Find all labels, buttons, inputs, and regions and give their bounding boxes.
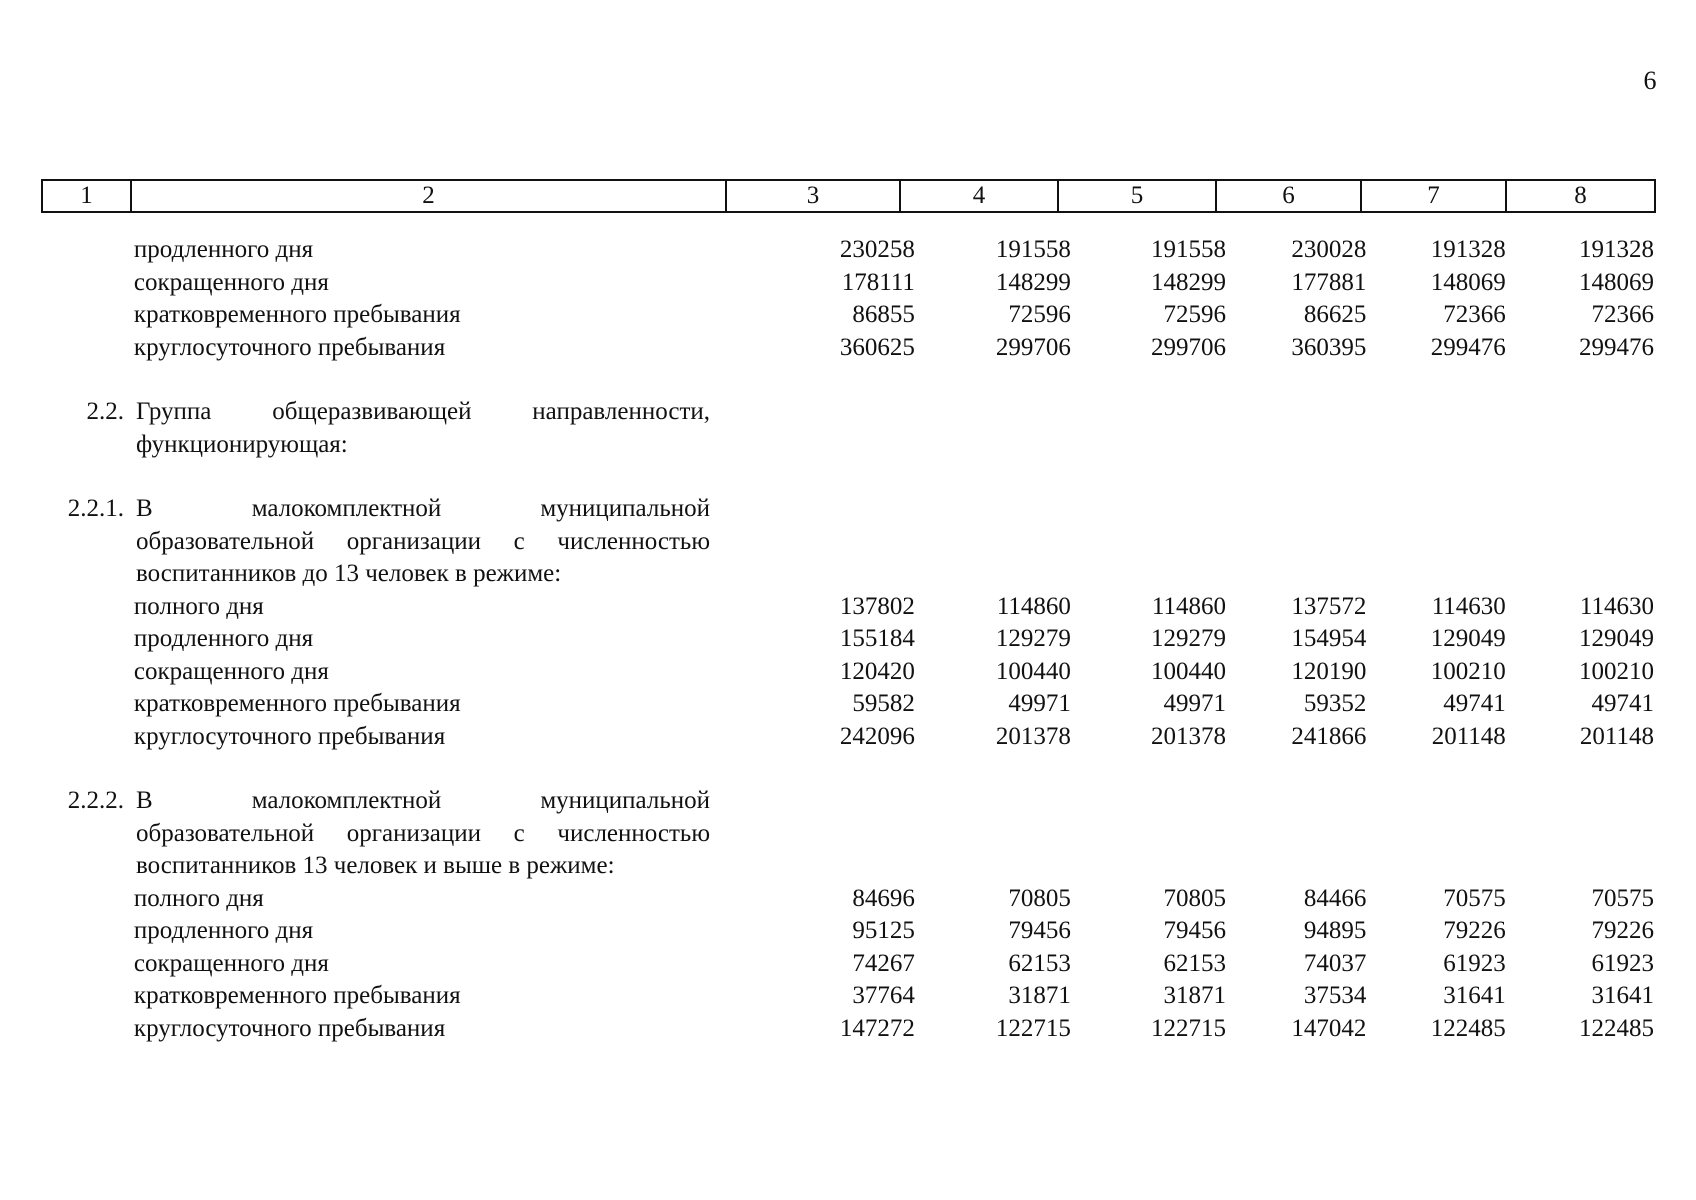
section-title-line: образовательной организации с численностью [136, 527, 710, 555]
row-value-col-5: 299706 [1150, 333, 1226, 361]
row-value-col-5: 49971 [1163, 690, 1226, 717]
column-header-row [42, 180, 1655, 212]
row-value-col-7: 148069 [1430, 268, 1506, 296]
table-row [41, 1013, 1654, 1046]
section-2-2-2-rows [41, 883, 1654, 1046]
row-value-col-3: 242096 [839, 722, 915, 750]
row-label: кратковременного пребывания [133, 982, 461, 1009]
row-value-col-8: 70575 [1591, 884, 1654, 912]
row-value-col-8: 114630 [1579, 592, 1654, 620]
row-value-col-5: 191558 [1150, 236, 1226, 263]
row-value-col-4: 191558 [995, 236, 1071, 263]
row-value-col-3: 230258 [839, 236, 915, 263]
row-label: продленного дня [133, 236, 314, 263]
column-header-3: 3 [726, 180, 900, 212]
section-title-line: В малокомплектной муниципальной [136, 787, 710, 814]
row-value-col-4: 100440 [995, 657, 1071, 685]
row-value-col-6: 86625 [1303, 301, 1367, 328]
table-row [41, 656, 1654, 689]
row-value-col-6: 154954 [1291, 625, 1367, 652]
tariff-table-body [41, 234, 1654, 1045]
table-row [41, 234, 1654, 267]
table-row [41, 721, 1654, 754]
section-title [130, 396, 710, 461]
row-value-col-7: 114630 [1431, 592, 1506, 620]
section-title-line: воспитанников 13 человек и выше в режиме: [136, 852, 615, 879]
row-label: круглосуточного пребывания [133, 722, 446, 750]
table-row [41, 915, 1654, 948]
column-header-4: 4 [900, 180, 1058, 212]
row-label: круглосуточного пребывания [133, 333, 446, 361]
row-value-col-5: 114860 [1151, 592, 1226, 620]
row-value-col-4: 122715 [995, 1014, 1071, 1042]
row-value-col-5: 31871 [1163, 982, 1226, 1009]
column-header-6: 6 [1216, 180, 1361, 212]
row-label: продленного дня [133, 625, 314, 652]
row-value-col-5: 129279 [1150, 625, 1226, 652]
section-title-line: образовательной организации с численностью [136, 819, 710, 847]
column-header-8: 8 [1506, 180, 1655, 212]
section-title-line: функционирующая: [136, 430, 348, 458]
row-value-col-5: 122715 [1150, 1014, 1226, 1042]
row-value-col-4: 79456 [1008, 917, 1071, 944]
row-label: сокращенного дня [133, 657, 329, 685]
row-value-col-6: 241866 [1291, 722, 1367, 750]
row-label: продленного дня [133, 917, 314, 944]
row-label: кратковременного пребывания [133, 690, 461, 717]
row-value-col-6: 59352 [1303, 690, 1367, 717]
continued-rows-block [41, 234, 1654, 364]
row-value-col-6: 360395 [1291, 333, 1367, 361]
row-value-col-4: 70805 [1008, 884, 1071, 912]
table-row [41, 623, 1654, 656]
row-value-col-6: 37534 [1303, 982, 1367, 1009]
row-value-col-4: 49971 [1008, 690, 1071, 717]
row-value-col-7: 49741 [1443, 690, 1506, 717]
row-value-col-6: 177881 [1291, 268, 1367, 296]
row-value-col-8: 61923 [1591, 949, 1654, 977]
row-value-col-7: 61923 [1443, 949, 1506, 977]
row-value-col-5: 148299 [1150, 268, 1226, 296]
table-row [41, 332, 1654, 365]
table-row [41, 299, 1654, 332]
page-number: 6 [1643, 66, 1657, 95]
row-value-col-8: 79226 [1591, 917, 1654, 944]
row-value-col-8: 31641 [1591, 982, 1654, 1009]
row-value-col-3: 120420 [839, 657, 915, 685]
column-header-5: 5 [1058, 180, 1216, 212]
row-value-col-5: 201378 [1150, 722, 1226, 750]
table-row [41, 267, 1654, 300]
row-value-col-6: 84466 [1303, 884, 1367, 912]
row-value-col-4: 299706 [995, 333, 1071, 361]
table-row [41, 980, 1654, 1013]
row-value-col-7: 129049 [1430, 625, 1506, 652]
table-row [41, 591, 1654, 624]
column-header-7: 7 [1361, 180, 1506, 212]
row-label: полного дня [133, 592, 264, 620]
row-value-col-7: 191328 [1430, 236, 1506, 263]
row-value-col-7: 299476 [1430, 333, 1506, 361]
row-value-col-8: 100210 [1578, 657, 1654, 685]
row-value-col-7: 201148 [1431, 722, 1506, 750]
section-title-line: В малокомплектной муниципальной [136, 495, 710, 522]
row-value-col-8: 201148 [1579, 722, 1654, 750]
section-title-line: воспитанников до 13 человек в режиме: [136, 560, 562, 587]
row-value-col-5: 70805 [1163, 884, 1226, 912]
row-value-col-5: 79456 [1163, 917, 1226, 944]
table-row [41, 688, 1654, 721]
row-value-col-5: 72596 [1163, 301, 1226, 328]
row-value-col-4: 72596 [1008, 301, 1071, 328]
row-value-col-8: 122485 [1578, 1014, 1654, 1042]
section-title-line: Группа общеразвивающей направленности, [136, 398, 710, 425]
row-value-col-4: 201378 [995, 722, 1071, 750]
row-value-col-3: 59582 [852, 690, 915, 717]
row-value-col-7: 72366 [1443, 301, 1506, 328]
row-value-col-8: 191328 [1578, 236, 1654, 263]
row-value-col-6: 74037 [1303, 949, 1367, 977]
column-header-1: 1 [42, 180, 131, 212]
row-value-col-3: 84696 [852, 884, 915, 912]
row-value-col-6: 147042 [1291, 1014, 1367, 1042]
row-value-col-8: 129049 [1578, 625, 1654, 652]
section-title [130, 785, 710, 883]
row-value-col-4: 148299 [995, 268, 1071, 296]
section-heading-2-2 [41, 396, 1654, 461]
section-title [130, 493, 710, 591]
row-value-col-4: 129279 [995, 625, 1071, 652]
section-number: 2.2.2. [67, 787, 124, 814]
row-value-col-3: 37764 [852, 982, 915, 1009]
row-value-col-4: 114860 [996, 592, 1071, 620]
section-heading-2-2-1 [41, 493, 1654, 591]
row-value-col-6: 137572 [1291, 592, 1367, 620]
row-value-col-7: 79226 [1443, 917, 1506, 944]
row-value-col-8: 72366 [1591, 301, 1654, 328]
section-2-2-1-rows [41, 591, 1654, 754]
row-value-col-8: 148069 [1578, 268, 1654, 296]
row-label: полного дня [133, 884, 264, 912]
row-value-col-6: 94895 [1303, 917, 1367, 944]
column-header-table [41, 179, 1656, 213]
row-value-col-3: 178111 [841, 268, 915, 296]
row-value-col-3: 360625 [839, 333, 915, 361]
row-value-col-3: 155184 [839, 625, 915, 652]
section-number: 2.2. [86, 398, 124, 425]
row-value-col-3: 74267 [852, 949, 915, 977]
row-label: кратковременного пребывания [133, 301, 461, 328]
row-value-col-7: 122485 [1430, 1014, 1506, 1042]
row-value-col-3: 86855 [852, 301, 915, 328]
row-value-col-7: 70575 [1443, 884, 1506, 912]
row-value-col-3: 147272 [839, 1014, 915, 1042]
row-value-col-3: 95125 [852, 917, 915, 944]
row-value-col-8: 299476 [1578, 333, 1654, 361]
row-value-col-7: 100210 [1430, 657, 1506, 685]
table-row [41, 948, 1654, 981]
row-label: сокращенного дня [133, 268, 329, 296]
row-value-col-3: 137802 [839, 592, 915, 620]
row-value-col-6: 230028 [1291, 236, 1367, 263]
section-number: 2.2.1. [67, 495, 124, 522]
column-header-2: 2 [131, 180, 726, 212]
row-value-col-4: 31871 [1008, 982, 1071, 1009]
row-value-col-5: 62153 [1163, 949, 1226, 977]
row-label: сокращенного дня [133, 949, 329, 977]
row-value-col-4: 62153 [1008, 949, 1071, 977]
section-heading-2-2-2 [41, 785, 1654, 883]
row-value-col-5: 100440 [1150, 657, 1226, 685]
table-row [41, 883, 1654, 916]
row-value-col-8: 49741 [1591, 690, 1654, 717]
row-value-col-7: 31641 [1443, 982, 1506, 1009]
row-label: круглосуточного пребывания [133, 1014, 446, 1042]
row-value-col-6: 120190 [1291, 657, 1367, 685]
